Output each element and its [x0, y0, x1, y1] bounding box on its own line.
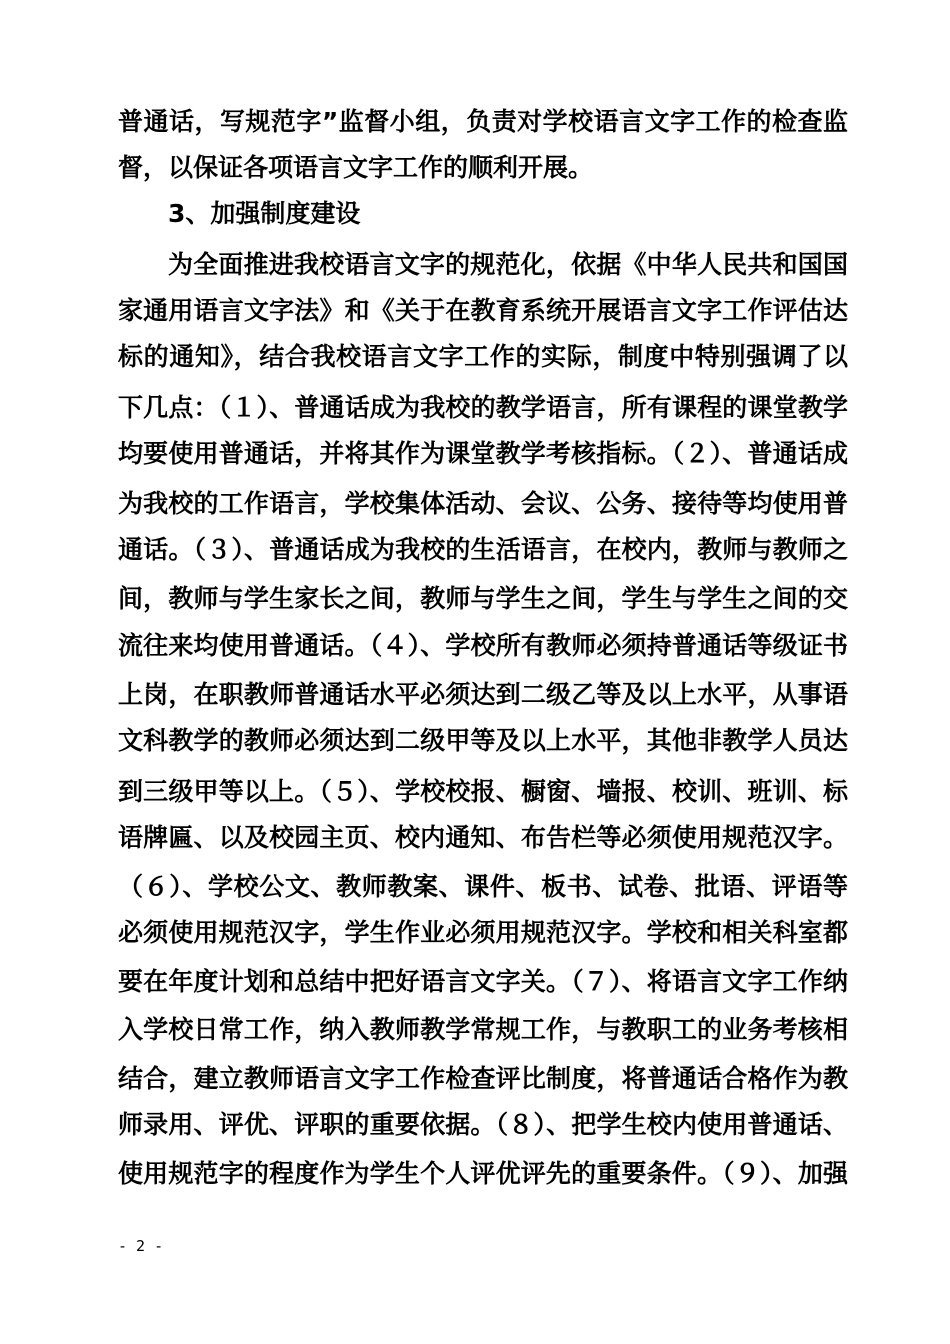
text-line: 标的通知》，结合我校语言文字工作的实际，制度中特别强调了以 [118, 342, 848, 371]
text-line: 师录用、评优、评职的重要依据。（８）、把学生校内使用普通话、 [118, 1110, 848, 1139]
text-line: 文科教学的教师必须达到二级甲等及以上水平，其他非教学人员达 [118, 726, 848, 755]
text-line: 为我校的工作语言，学校集体活动、会议、公务、接待等均使用普 [118, 489, 848, 518]
text-line: 均要使用普通话，并将其作为课堂教学考核指标。（２）、普通话成 [118, 439, 848, 468]
text-line: 间，教师与学生家长之间，教师与学生之间，学生与学生之间的交 [118, 584, 848, 613]
text-line: 督，以保证各项语言文字工作的顺利开展。 [118, 153, 594, 182]
text-line: 普通话，写规范字”监督小组，负责对学校语言文字工作的检查监 [118, 107, 848, 136]
text-line: 使用规范字的程度作为学生个人评优评先的重要条件。（９）、加强 [118, 1159, 848, 1188]
text-line: （６）、学校公文、教师教案、课件、板书、试卷、批语、评语等 [118, 872, 848, 901]
text-line: 家通用语言文字法》和《关于在教育系统开展语言文字工作评估达 [118, 296, 848, 325]
text-line: 必须使用规范汉字，学生作业必须用规范汉字。学校和相关科室都 [118, 918, 848, 947]
section-heading: 3、加强制度建设 [168, 199, 361, 228]
text-line: 上岗，在职教师普通话水平必须达到二级乙等及以上水平，从事语 [118, 680, 848, 709]
text-line: 结合，建立教师语言文字工作检查评比制度，将普通话合格作为教 [118, 1064, 848, 1093]
text-line: 到三级甲等以上。（５）、学校校报、橱窗、墙报、校训、班训、标 [118, 777, 848, 806]
text-line: 语牌匾、以及校园主页、校内通知、布告栏等必须使用规范汉字。 [118, 823, 848, 852]
page-number: - 2 - [118, 1237, 164, 1255]
text-line: 要在年度计划和总结中把好语言文字关。（７）、将语言文字工作纳 [118, 967, 848, 996]
text-line: 流往来均使用普通话。（４）、学校所有教师必须持普通话等级证书 [118, 631, 848, 660]
text-line: 为全面推进我校语言文字的规范化，依据《中华人民共和国国 [168, 250, 848, 279]
text-line: 入学校日常工作，纳入教师教学常规工作，与教职工的业务考核相 [118, 1015, 848, 1044]
text-line: 下几点：（１）、普通话成为我校的教学语言，所有课程的课堂教学 [118, 393, 848, 422]
text-line: 通话。（３）、普通话成为我校的生活语言，在校内，教师与教师之 [118, 535, 848, 564]
